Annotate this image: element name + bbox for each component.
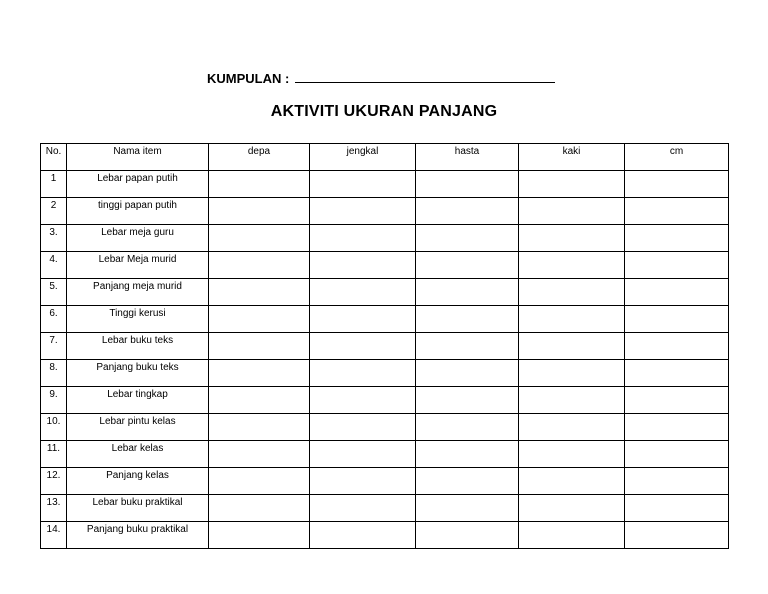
measurement-cell-hasta[interactable]	[416, 360, 519, 387]
measurement-cell-jengkal[interactable]	[310, 198, 416, 225]
measurement-cell-kaki[interactable]	[519, 306, 625, 333]
group-name-blank[interactable]	[295, 70, 555, 83]
table-row	[41, 387, 729, 414]
measurement-cell-kaki[interactable]	[519, 333, 625, 360]
table-header-row	[41, 144, 729, 171]
table-row	[41, 252, 729, 279]
measurement-cell-depa[interactable]	[209, 360, 310, 387]
item-name: Panjang buku praktikal	[67, 522, 209, 549]
measurement-cell-cm[interactable]	[625, 252, 729, 279]
measurement-cell-kaki[interactable]	[519, 360, 625, 387]
table-row	[41, 333, 729, 360]
measurement-cell-kaki[interactable]	[519, 171, 625, 198]
measurement-cell-hasta[interactable]	[416, 171, 519, 198]
table-row	[41, 198, 729, 225]
measurement-cell-kaki[interactable]	[519, 387, 625, 414]
measurement-cell-kaki[interactable]	[519, 198, 625, 225]
table-row	[41, 360, 729, 387]
measurement-cell-jengkal[interactable]	[310, 225, 416, 252]
row-number: 10.	[41, 414, 67, 441]
table-row	[41, 522, 729, 549]
measurement-cell-depa[interactable]	[209, 252, 310, 279]
column-header-jengkal: jengkal	[310, 144, 416, 171]
measurement-cell-hasta[interactable]	[416, 387, 519, 414]
item-name: Lebar pintu kelas	[67, 414, 209, 441]
measurement-table	[40, 143, 729, 549]
measurement-cell-cm[interactable]	[625, 225, 729, 252]
row-number: 9.	[41, 387, 67, 414]
measurement-cell-hasta[interactable]	[416, 414, 519, 441]
measurement-cell-hasta[interactable]	[416, 333, 519, 360]
measurement-cell-kaki[interactable]	[519, 495, 625, 522]
measurement-cell-kaki[interactable]	[519, 225, 625, 252]
column-header-kaki: kaki	[519, 144, 625, 171]
measurement-cell-jengkal[interactable]	[310, 522, 416, 549]
measurement-cell-hasta[interactable]	[416, 495, 519, 522]
measurement-cell-jengkal[interactable]	[310, 279, 416, 306]
measurement-cell-cm[interactable]	[625, 441, 729, 468]
measurement-cell-depa[interactable]	[209, 414, 310, 441]
measurement-cell-hasta[interactable]	[416, 522, 519, 549]
measurement-cell-cm[interactable]	[625, 495, 729, 522]
group-field	[207, 70, 555, 86]
measurement-cell-hasta[interactable]	[416, 225, 519, 252]
table-row	[41, 171, 729, 198]
page-title: AKTIVITI UKURAN PANJANG	[270, 103, 498, 120]
measurement-cell-jengkal[interactable]	[310, 441, 416, 468]
measurement-cell-depa[interactable]	[209, 171, 310, 198]
column-header-cm: cm	[625, 144, 729, 171]
measurement-cell-hasta[interactable]	[416, 468, 519, 495]
row-number: 5.	[41, 279, 67, 306]
measurement-cell-jengkal[interactable]	[310, 495, 416, 522]
row-number: 6.	[41, 306, 67, 333]
measurement-cell-cm[interactable]	[625, 414, 729, 441]
measurement-cell-cm[interactable]	[625, 468, 729, 495]
measurement-cell-jengkal[interactable]	[310, 333, 416, 360]
measurement-cell-depa[interactable]	[209, 198, 310, 225]
measurement-cell-jengkal[interactable]	[310, 468, 416, 495]
row-number: 4.	[41, 252, 67, 279]
measurement-cell-kaki[interactable]	[519, 522, 625, 549]
measurement-cell-cm[interactable]	[625, 333, 729, 360]
row-number: 11.	[41, 441, 67, 468]
measurement-cell-hasta[interactable]	[416, 198, 519, 225]
measurement-cell-depa[interactable]	[209, 495, 310, 522]
measurement-cell-depa[interactable]	[209, 333, 310, 360]
measurement-cell-hasta[interactable]	[416, 279, 519, 306]
item-name: tinggi papan putih	[67, 198, 209, 225]
table-row	[41, 495, 729, 522]
measurement-cell-depa[interactable]	[209, 387, 310, 414]
column-header-item: Nama item	[67, 144, 209, 171]
measurement-cell-cm[interactable]	[625, 306, 729, 333]
measurement-cell-cm[interactable]	[625, 279, 729, 306]
measurement-cell-jengkal[interactable]	[310, 306, 416, 333]
item-name: Panjang meja murid	[67, 279, 209, 306]
group-label: KUMPULAN :	[207, 71, 290, 86]
table-row	[41, 468, 729, 495]
row-number: 2	[41, 198, 67, 225]
measurement-cell-cm[interactable]	[625, 387, 729, 414]
measurement-cell-depa[interactable]	[209, 279, 310, 306]
item-name: Panjang kelas	[67, 468, 209, 495]
item-name: Lebar meja guru	[67, 225, 209, 252]
measurement-cell-jengkal[interactable]	[310, 387, 416, 414]
column-header-no: No.	[41, 144, 67, 171]
table-row	[41, 441, 729, 468]
measurement-cell-cm[interactable]	[625, 360, 729, 387]
row-number: 7.	[41, 333, 67, 360]
measurement-cell-depa[interactable]	[209, 306, 310, 333]
measurement-cell-hasta[interactable]	[416, 252, 519, 279]
row-number: 13.	[41, 495, 67, 522]
column-header-hasta: hasta	[416, 144, 519, 171]
column-header-depa: depa	[209, 144, 310, 171]
table-row	[41, 279, 729, 306]
measurement-cell-cm[interactable]	[625, 522, 729, 549]
measurement-cell-kaki[interactable]	[519, 441, 625, 468]
measurement-cell-cm[interactable]	[625, 171, 729, 198]
table-row	[41, 306, 729, 333]
measurement-cell-cm[interactable]	[625, 198, 729, 225]
measurement-cell-kaki[interactable]	[519, 414, 625, 441]
measurement-cell-depa[interactable]	[209, 468, 310, 495]
measurement-cell-kaki[interactable]	[519, 468, 625, 495]
measurement-cell-kaki[interactable]	[519, 252, 625, 279]
measurement-cell-jengkal[interactable]	[310, 171, 416, 198]
item-name: Tinggi kerusi	[67, 306, 209, 333]
table-row	[41, 414, 729, 441]
measurement-cell-depa[interactable]	[209, 441, 310, 468]
item-name: Panjang buku teks	[67, 360, 209, 387]
measurement-cell-depa[interactable]	[209, 522, 310, 549]
measurement-cell-hasta[interactable]	[416, 306, 519, 333]
measurement-cell-hasta[interactable]	[416, 441, 519, 468]
row-number: 1	[41, 171, 67, 198]
row-number: 14.	[41, 522, 67, 549]
row-number: 8.	[41, 360, 67, 387]
item-name: Lebar buku teks	[67, 333, 209, 360]
item-name: Lebar kelas	[67, 441, 209, 468]
measurement-cell-jengkal[interactable]	[310, 414, 416, 441]
measurement-cell-depa[interactable]	[209, 225, 310, 252]
table-row	[41, 225, 729, 252]
item-name: Lebar buku praktikal	[67, 495, 209, 522]
measurement-cell-kaki[interactable]	[519, 279, 625, 306]
item-name: Lebar tingkap	[67, 387, 209, 414]
item-name: Lebar Meja murid	[67, 252, 209, 279]
item-name: Lebar papan putih	[67, 171, 209, 198]
row-number: 12.	[41, 468, 67, 495]
measurement-cell-jengkal[interactable]	[310, 360, 416, 387]
measurement-cell-jengkal[interactable]	[310, 252, 416, 279]
row-number: 3.	[41, 225, 67, 252]
table-body	[41, 171, 729, 549]
